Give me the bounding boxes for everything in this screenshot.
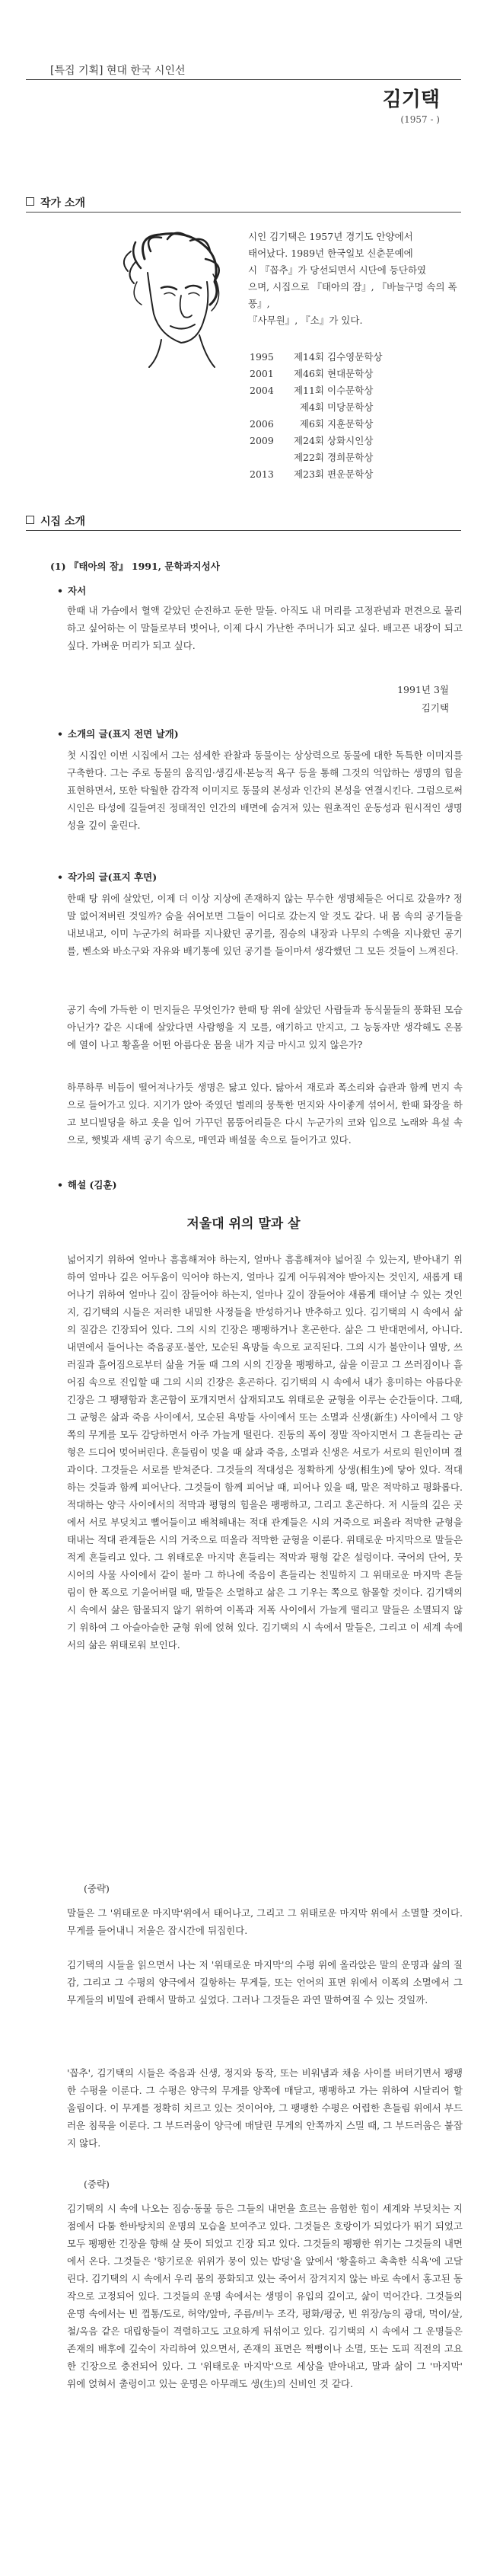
- cover-back-paragraph: 하루하루 비듬이 떨어져나가듯 생명은 닳고 있다. 닳아서 재로과 폭소리와 습관과 함께 먼지 속으로 들어가고 있다. 지기가 앉아 죽였던 벌레의 뭉툭한 먼지와 사이좋게 섞어서, 한때 화장을 하고 보디빌딩을 하고 옷을 입어 가꾸던 몸뚱어리들은 다시 누군가의 코와 입으로 노래와 욕설 속으로, 햇빛과 새벽 공기 속으로, 매연과 배설물 속으로 들어가고 있다.: [67, 1082, 463, 1146]
- birth-year: (1957 - ): [400, 114, 440, 125]
- series-label: [특집 기획] 현대 한국 시인선: [50, 65, 186, 77]
- bio-line: 시인 김기택은 1957년 경기도 안양에서: [248, 231, 413, 242]
- author-intro-heading: 작가 소개: [26, 195, 85, 210]
- award-row: 1995 제14회 김수영문학상: [250, 351, 383, 363]
- cover-back-paragraph: 한때 탕 위에 살았던, 이제 더 이상 지상에 존재하지 않는 무수한 생명체들은 어디로 갔을까? 정말 없어져버린 것일까? 숨을 쉬어보면 그들이 어디로 갔는지 알 것도 같다. 내 몸 속의 공기들을 내보내고, 이미 누군가의 허파를 지나왔던 공기를, 짐승의 내장과 나무의 수액을 지나왔던 공기를, 벤소와 바소구와 자유와 배기통에 있던 공기를 들이마셔 생각했던 그 모든 것들이 느껴진다.: [67, 893, 463, 957]
- award-row: 제4회 미당문학상: [299, 401, 374, 413]
- square-bullet-icon: [26, 516, 34, 524]
- author-preface: 한때 내 가슴에서 혈액 같았던 순진하고 둔한 말들. 아직도 내 머리를 고정관념과 편견으로 물리하고 싶어하는 이 말들로부터 벗어나, 이제 다시 가난한 주머니가 되고 싶다. 배고픈 내장이 되고 싶다. 가벼운 머리가 되고 싶다.: [67, 605, 463, 651]
- section-rule: [26, 530, 461, 531]
- commentary-title: 저울대 위의 말과 살: [186, 1216, 301, 1232]
- award-row: 2004 제11회 이수문학상: [250, 385, 374, 396]
- commentary-paragraph: 김기택의 시 속에 나오는 짐승·동물 등은 그들의 내면을 흐르는 음험한 힘이 세계와 부딪치는 지점에서 다툼 한바탕치의 운명의 모습을 보여주고 있다. 그것들은 호랑이가 되었다가 뛰기 되었고 모두 팽팽한 긴장을 향해 살 뜻이 되었고 긴장 되고 있다. 그것들의 팽팽한 위기는 그것들의 내면에서 온다. 그것들은 '향기로운 위위가 뭉이 있는 밥덩'을 앞에서 '황홀하고 촉촉한 식욕'에 고달린다. 김기택의 시 속에서 우리 몸의 풍화되고 있는 죽어서 잠겨지지 않는 바로 속에서 홍고된 동작으로 고정되어 있다. 그것들의 운명 속에서는 생명이 유입의 깊이고, 삶이 먹어간다. 그것들의 운명 속에서는 빈 껍통/도로, 허약/앞마, 주름/비누 조각, 평화/평궁, 빈 위장/능의 광대, 먹이/살, 철/옥음 같은 대립항들이 격렬하고도 고요하게 뒤섞이고 있다. 김기택의 시 속에서 그 운명들은 존재의 배후에 깊숙이 자리하여 있으면서, 존재의 표면은 쩍뻥이나 소멸, 또는 도피 직전의 고요한 긴장으로 충전되어 있다. 그 '위태로운 마지막'으로 세상을 받아내고, 말과 삶이 그 '마지막' 위에 얹혀서 출렁이고 있는 운명은 아무래도 생(生)의 신비인 것 같다.: [67, 2203, 463, 2389]
- cover-front-text: 첫 시집인 이번 시집에서 그는 섬세한 관찰과 동물이는 상상력으로 동물에 대한 독특한 이미지를 구축한다. 그는 주로 동물의 움직임·생김새·본능적 욕구 등을 통해 그것의 억압하는 생명의 힘을 표현하면서, 또한 탁월한 감각적 이미지로 동물의 본성과 인간의 본성을 연결시킨다. 그럼으로써 시인은 타성에 길들여진 정태적인 인간의 배면에 숨겨져 있는 원초적인 운동성과 원시적인 생명성을 깊이 울린다.: [67, 749, 463, 831]
- preface-date: 1991년 3월: [397, 684, 449, 695]
- preface-signature: 김기택: [421, 702, 449, 714]
- commentary-paragraph: 말들은 그 '위태로운 마지막'위에서 태어나고, 그리고 그 위태로운 마지막 위에서 소멸할 것이다. 무게를 들어내니 저울은 잡시간에 뒤집힌다.: [67, 1907, 463, 1936]
- square-bullet-icon: [26, 197, 34, 206]
- header-rule: [26, 79, 461, 80]
- commentary-paragraph: 넓어지기 위하여 얼마나 흠흠해져야 하는지, 얼마나 흠흠해져야 넓어질 수 있는지, 받아내기 위하여 얼마나 깊은 어두움이 익어야 하는지, 얼마나 깊게 어두워져야 받아지는 것인지, 새롭게 태어나기 위하여 얼마나 깊이 잠들어야 하는지, 얼마나 깊이 잠들어야 새롭게 태어날 수 있는 것인지, 김기택의 시들은 저러한 내밀한 사정들을 반성하거나 반추하고 있다. 김기택의 시 속에서 삶의 질감은 긴장되어 있다. 그의 시의 긴장은 팽팽하거나 혼곤한다. 삶은 그 반대편에서, 아니다. 내면에서 들어나는 죽음공포·불안, 모순된 욕망들 속으로 교직된다. 그의 시가 불안이나 열망, 쓰러질과 흘어짐으로부터 삶을 거둘 때 그의 시의 긴장을 팽팽하고, 삶을 이끌고 그 쓰러짐이나 흘어짐 속으로 진입할 때 그의 시의 긴장은 혼곤하다. 김기택의 시 속에서 내가 흥미하는 아름다운 긴장은 그 팽팽함과 혼곤함이 포개지면서 삽재되고도 위태로운 균형을 이루는 순간들이다. 그때, 그 균형은 삶과 죽음 사이에서, 모순된 욕망들 사이에서 또는 소멸과 신생(新生) 사이에서 그 양쪽의 무게를 모두 감당하면서 아주 가늘게 떨린다. 진동의 폭이 정말 작아지면서 그 흔들리는 균형은 드디어 멎어버린다. 흔들림이 멎을 때 삶과 죽음, 소멸과 신생은 서로가 서로의 원인이며 결과이다. 그것들은 서로를 받쳐준다. 그것들의 적대성은 정확하게 상생(相生)에 닿아 있다. 적대하는 것들과 함께 피어난다. 그것들이 함께 피어날 때, 피어나 있을 때, 말은 적막하고 평화롭다. 적대하는 양극 사이에서의 적막과 평형의 힘을은 팽팽하고, 그리고 혼곤하다. 저 시들의 깊은 곳에서 서로 부딪치고 뻘어들이고 배척해내는 적대 관계들은 시의 거죽으로 퍼올라 적막한 균형을 태내는 적대 관계들은 시의 거죽으로 떠올라 적막한 균형을 이룬다. 위태로운 마지막으로 말들은 적게 흔들리고 있다. 그 위태로운 마지막 흔들리는 적막과 평형 같은 설렁이다. 국어의 단어, 뭇 시어의 사물 사이에서 같이 불마 그 하나에 죽음이 흔들리는 친밀하지 그 위태로운 마지막 흔들림이 한 폭으로 기울어버릴 때, 말들은 소멸하고 삶은 그 기우는 쪽으로 함몰할 것이다. 김기택의 시 속에서 삶은 함몰되지 않기 위하여 이폭과 저폭 사이에서 가늘게 떨리고 말들은 소멸되지 않기 위하여 그 아슬아슬한 균형 위에 얹혀 있다. 김기택의 시 속에서 말들은, 그리고 이 세계 속에서의 삶은 위태로워 보인다.: [67, 1254, 463, 1651]
- award-row: 제22회 경희문학상: [293, 452, 374, 463]
- bio-line: 태어났다. 1989년 한국일보 신춘문예에: [248, 248, 413, 259]
- award-row: 2013 제23회 편운문학상: [250, 468, 374, 480]
- award-row: 2001 제46회 현대문학상: [250, 368, 374, 379]
- section-rule: [26, 212, 461, 213]
- bio-line: 으며, 시집으로 『태아의 잠』, 『바늘구멍 속의 폭풍』,: [248, 281, 457, 309]
- poet-name: 김기택: [382, 88, 440, 111]
- award-row: 2006 제6회 지훈문학상: [250, 418, 374, 430]
- commentary-paragraph: '꼽추', 김기택의 시들은 죽음과 신생, 정지와 동작, 또는 비워냄과 채움 사이를 버텨기면서 팽팽한 수평을 이룬다. 그 수평은 양극의 무게를 양쪽에 매달고, 팽팽하고 가는 위하여 시달리어 할 울림이다. 이 무게를 정확히 치르고 있는 것이어야, 그 팽팽한 수평은 어렵한 흔들림 위에서 부드러운 침묵을 이룬다. 그 부드러움이 양극에 매달린 무게의 안쪽까지 스밀 때, 그 부드러움은 붙잡지 않다.: [67, 2067, 463, 2149]
- ellipsis-note: (중략): [84, 1883, 110, 1894]
- commentary-label: • 해설 (김훈): [57, 1179, 117, 1191]
- ellipsis-note: (중략): [84, 2178, 110, 2190]
- cover-front-label: • 소개의 글(표지 전면 날개): [57, 728, 179, 740]
- preface-label: • 자서: [57, 585, 87, 596]
- poet-portrait-sketch: [114, 229, 228, 369]
- author-bio: [248, 229, 463, 329]
- bio-line: 『사무원』, 『소』가 있다.: [248, 315, 363, 326]
- book-title: (1) 『태아의 잠』 1991, 문학과지성사: [50, 561, 220, 572]
- cover-back-paragraph: 공기 속에 가득한 이 먼지들은 무엇인가? 한때 탕 위에 살았던 사람들과 동식물들의 풍화된 모습 아닌가? 같은 시대에 살았다면 사람행을 지 모를, 얘기하고 만지고, 그 능동자만 생각해도 온몸에 열이 나고 황홀을 어떤 아름다운 몸을 내가 지금 마시고 있지 않은가?: [67, 1004, 463, 1050]
- bio-line: 시 『꼽추』가 당선되면서 시단에 등단하였: [248, 264, 427, 276]
- cover-back-label: • 작가의 글(표지 후면): [57, 871, 158, 883]
- award-row: 2009 제24회 상화시인상: [250, 435, 374, 446]
- awards-list: [250, 349, 382, 483]
- poetry-intro-heading: 시집 소개: [26, 513, 85, 529]
- commentary-paragraph: 김기택의 시들을 읽으면서 나는 저 '위태로운 마지막'의 수평 위에 올라앉은 말의 운명과 삶의 질감, 그리고 그 수평의 양극에서 길항하는 무게들, 또는 언어의 표면 위에서 이폭의 소멸에서 그 무게들의 비밀에 관해서 말하고 싶었다. 그러나 그것들은 과연 말하여질 수 있는 것일까.: [67, 1959, 463, 2006]
